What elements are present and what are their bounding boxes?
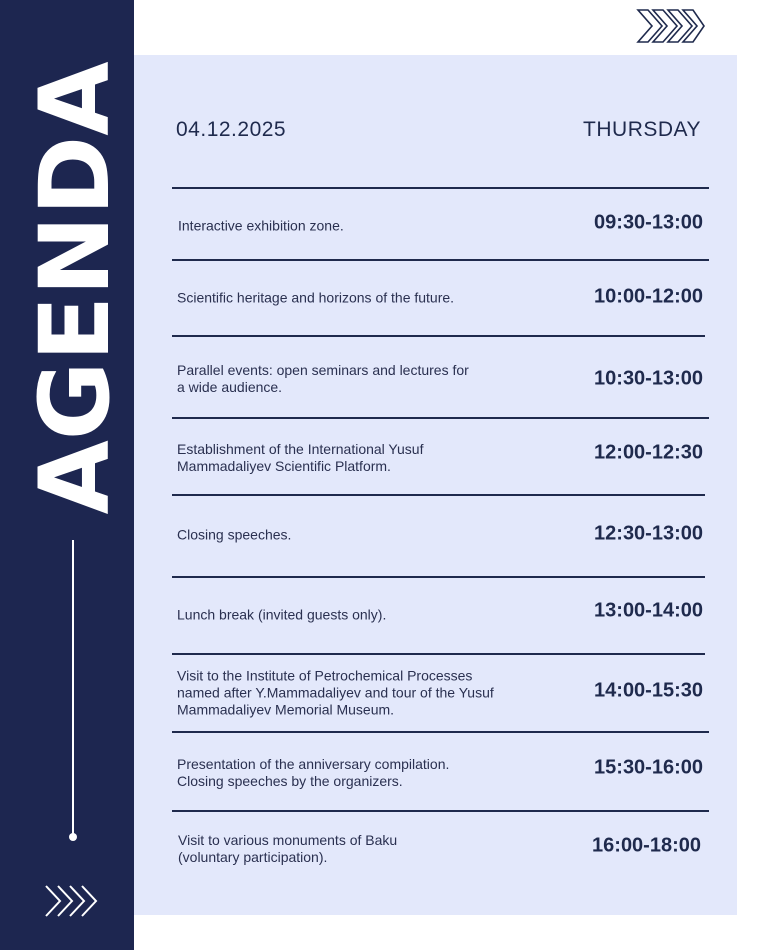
divider (172, 335, 705, 337)
event-day: THURSDAY (583, 118, 701, 141)
divider (172, 731, 709, 733)
sidebar (0, 0, 134, 950)
agenda-item-time: 13:00-14:00 (594, 599, 703, 622)
divider (172, 576, 705, 578)
agenda-title: AGENDA (19, 61, 131, 515)
chevrons-right-icon (44, 884, 102, 918)
sidebar-dot (69, 833, 77, 841)
agenda-item-time: 12:30-13:00 (594, 522, 703, 545)
agenda-item-time: 16:00-18:00 (592, 834, 701, 857)
event-date: 04.12.2025 (176, 118, 287, 141)
agenda-item-description: Parallel events: open seminars and lectures for a wide audience. (177, 362, 469, 395)
divider (172, 259, 709, 261)
agenda-item-time: 09:30-13:00 (594, 211, 703, 234)
agenda-item-description: Lunch break (invited guests only). (177, 606, 387, 623)
chevrons-right-icon (636, 8, 706, 44)
agenda-item-time: 14:00-15:30 (594, 679, 703, 702)
agenda-item-description: Presentation of the anniversary compilation. Closing speeches by the organizers. (177, 756, 450, 789)
divider (172, 494, 705, 496)
agenda-item-description: Visit to various monuments of Baku (voluntary participation). (178, 832, 398, 865)
agenda-item-description: Establishment of the International Yusuf Mammadaliyev Scientific Platform. (177, 441, 424, 474)
agenda-item-description: Scientific heritage and horizons of the future. (177, 289, 455, 306)
agenda-item-time: 10:30-13:00 (594, 367, 703, 390)
agenda-item-description: Visit to the Institute of Petrochemical Processes named after Y.Mammadaliyev and tour of the Yusuf Mammadaliyev Memorial Museum. (177, 667, 494, 718)
divider (172, 810, 709, 812)
divider (172, 417, 709, 419)
divider (172, 187, 709, 189)
sidebar-line (72, 540, 74, 836)
agenda-item-description: Interactive exhibition zone. (178, 217, 344, 234)
agenda-item-time: 10:00-12:00 (594, 285, 703, 308)
agenda-item-description: Closing speeches. (177, 526, 292, 543)
divider (172, 653, 705, 655)
agenda-item-time: 12:00-12:30 (594, 441, 703, 464)
agenda-item-time: 15:30-16:00 (594, 756, 703, 779)
